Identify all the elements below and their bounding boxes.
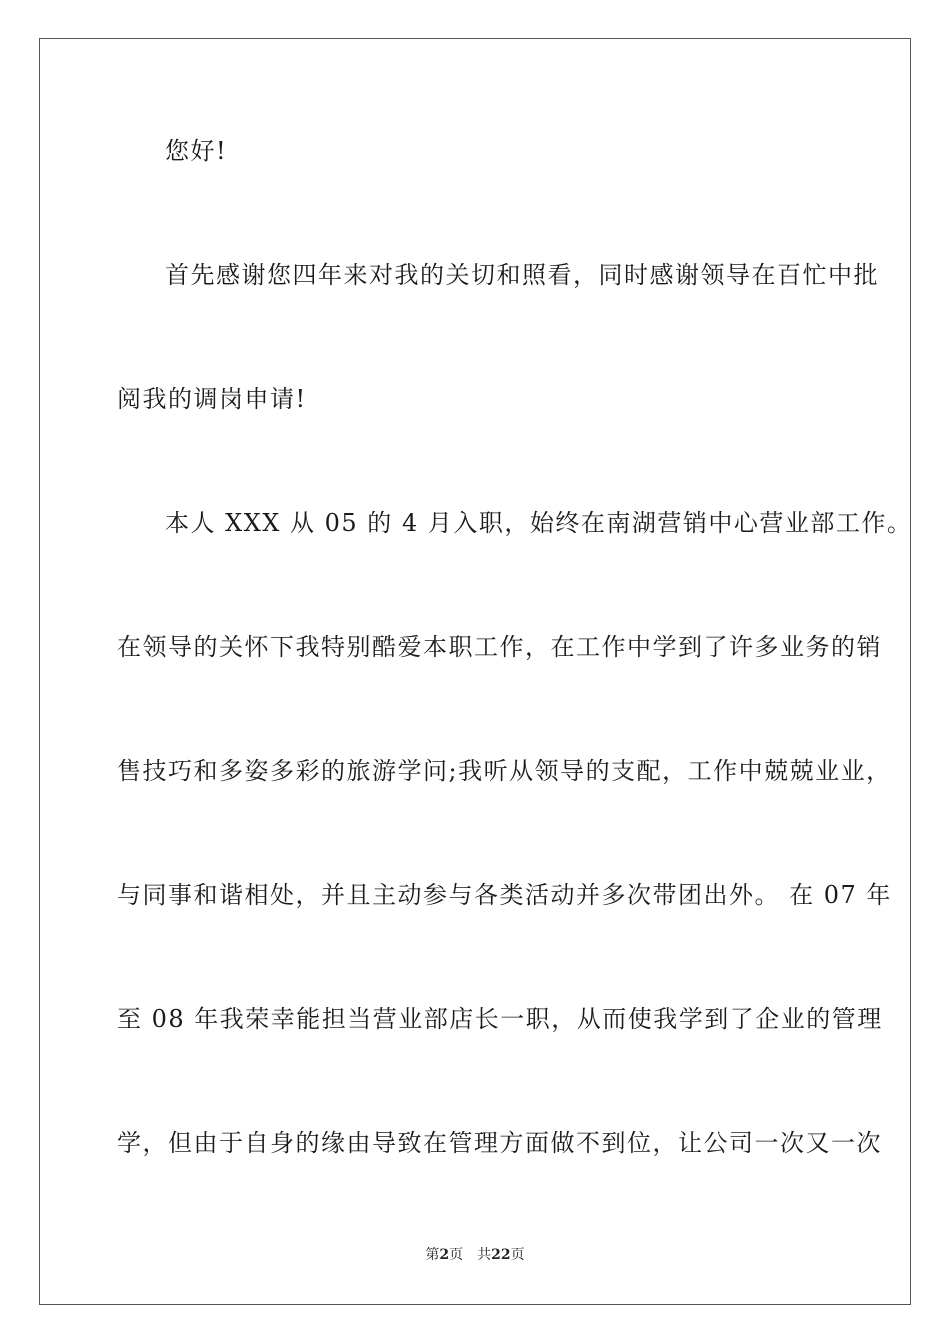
page-label-suffix: 页 bbox=[449, 1247, 464, 1263]
paragraph-line-5: 售技巧和多姿多彩的旅游学问;我听从领导的支配，工作中兢兢业业， bbox=[117, 757, 892, 785]
total-label-suffix: 页 bbox=[510, 1247, 525, 1263]
paragraph-line-3: 本人 XXX 从 05 的 4 月入职，始终在南湖营销中心营业部工作。 bbox=[165, 509, 913, 537]
paragraph-line-2: 阅我的调岗申请! bbox=[117, 385, 307, 413]
page-total: 22 bbox=[491, 1247, 511, 1263]
paragraph-greeting: 您好! bbox=[165, 137, 228, 165]
page-footer bbox=[0, 1246, 950, 1264]
paragraph-line-4: 在领导的关怀下我特别酷爱本职工作，在工作中学到了许多业务的销 bbox=[117, 633, 882, 661]
paragraph-line-7: 至 08 年我荣幸能担当营业部店长一职，从而使我学到了企业的管理 bbox=[117, 1005, 883, 1033]
total-label-prefix: 共 bbox=[477, 1247, 492, 1263]
paragraph-line-6: 与同事和谐相处，并且主动参与各类活动并多次带团出外。 在 07 年 bbox=[117, 881, 892, 909]
page-border bbox=[39, 38, 911, 1305]
page-number: 2 bbox=[439, 1247, 450, 1263]
paragraph-line-1: 首先感谢您四年来对我的关切和照看，同时感谢领导在百忙中批 bbox=[165, 261, 879, 289]
paragraph-line-8: 学，但由于自身的缘由导致在管理方面做不到位，让公司一次又一次 bbox=[117, 1129, 882, 1157]
page-label-prefix: 第 bbox=[425, 1247, 440, 1263]
